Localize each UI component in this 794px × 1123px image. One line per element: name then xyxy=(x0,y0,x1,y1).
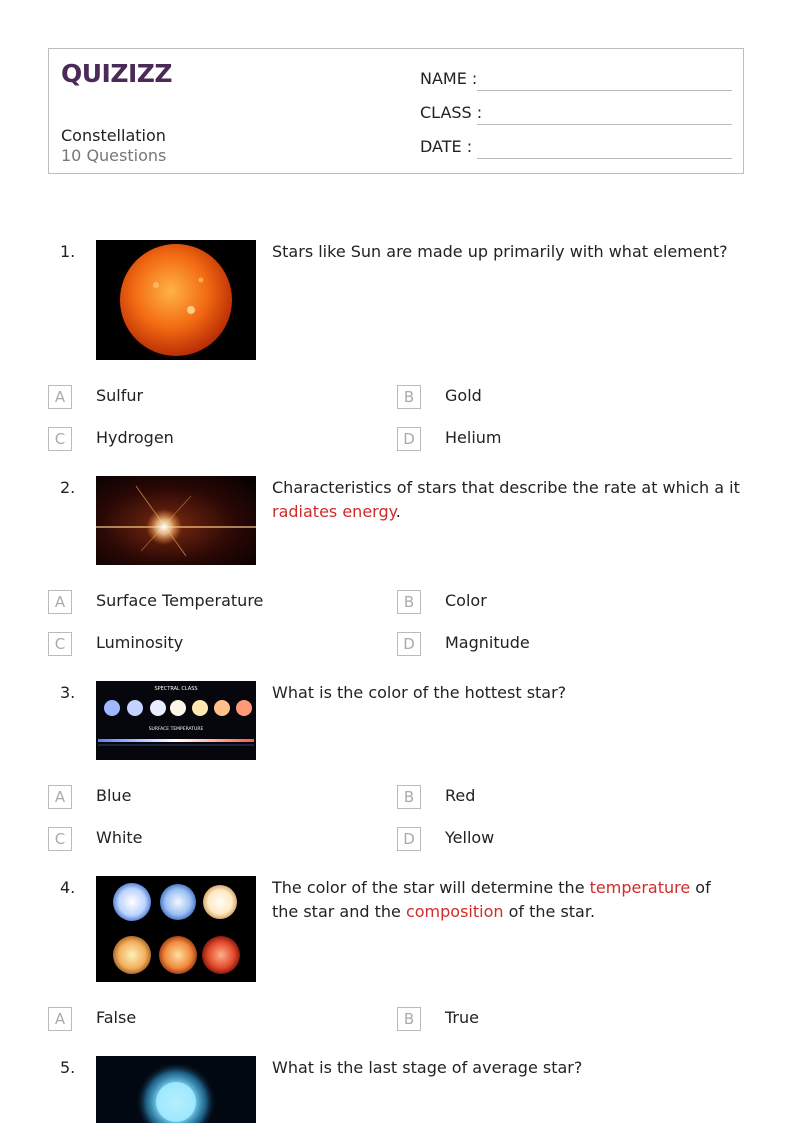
date-label: DATE : xyxy=(420,137,473,156)
option-text: Red xyxy=(445,786,476,805)
surface-temperature-label: SURFACE TEMPERATURE xyxy=(148,727,204,732)
option-letter: C xyxy=(48,427,72,451)
option-text: Helium xyxy=(445,428,502,447)
class-field[interactable] xyxy=(420,103,482,122)
highlighted-term: temperature xyxy=(589,878,691,897)
option-text: Luminosity xyxy=(96,633,184,652)
option-letter: A xyxy=(48,785,72,809)
class-line[interactable] xyxy=(477,124,732,125)
highlighted-term: radiates energy xyxy=(272,502,396,521)
name-label: NAME : xyxy=(420,69,478,88)
option-letter: B xyxy=(397,1007,421,1031)
class-label: CLASS : xyxy=(420,103,483,122)
option-letter: D xyxy=(397,827,421,851)
question-number: 2. xyxy=(60,478,76,497)
option-letter: B xyxy=(397,785,421,809)
question-text: Stars like Sun are made up primarily with what element? xyxy=(272,242,728,261)
question-text: What is the last stage of average star? xyxy=(272,1058,583,1077)
quizizz-logo: QUIZIZZ xyxy=(61,59,173,88)
option-text: Surface Temperature xyxy=(96,591,264,610)
worksheet-title: Constellation xyxy=(61,126,166,145)
question-number: 3. xyxy=(60,683,76,702)
option-letter: A xyxy=(48,385,72,409)
star-colors-image xyxy=(96,876,256,982)
option-text: White xyxy=(96,828,143,847)
option-letter: C xyxy=(48,632,72,656)
question-text: What is the color of the hottest star? xyxy=(272,683,567,702)
question-text-part: Characteristics of stars that describe the rate at which a it xyxy=(272,478,740,497)
date-field[interactable] xyxy=(420,137,472,156)
option-letter: D xyxy=(397,427,421,451)
option-text: False xyxy=(96,1008,137,1027)
date-line[interactable] xyxy=(477,158,732,159)
question-number: 1. xyxy=(60,242,76,261)
option-letter: C xyxy=(48,827,72,851)
sun-image xyxy=(96,240,256,360)
white-dwarf-image xyxy=(96,1056,256,1123)
option-text: True xyxy=(445,1008,479,1027)
question-text-part: of the star and the xyxy=(272,878,711,921)
question-number: 5. xyxy=(60,1058,76,1077)
spectral-class-image xyxy=(96,681,256,760)
option-text: Sulfur xyxy=(96,386,144,405)
option-letter: B xyxy=(397,590,421,614)
name-field[interactable] xyxy=(420,69,477,88)
option-letter: A xyxy=(48,1007,72,1031)
spectral-class-label: SPECTRAL CLASS xyxy=(154,686,198,692)
question-count: 10 Questions xyxy=(61,146,167,165)
option-text: Hydrogen xyxy=(96,428,174,447)
option-letter: B xyxy=(397,385,421,409)
name-line[interactable] xyxy=(477,90,732,91)
option-text: Color xyxy=(445,591,487,610)
star-flare-image xyxy=(96,476,256,565)
question-number: 4. xyxy=(60,878,76,897)
question-text-part: of the star. xyxy=(503,902,596,921)
option-text: Magnitude xyxy=(445,633,530,652)
option-text: Blue xyxy=(96,786,132,805)
worksheet-header xyxy=(48,48,744,174)
highlighted-term: composition xyxy=(405,902,504,921)
question-text-part: . xyxy=(395,502,401,521)
question-text-part: The color of the star will determine the xyxy=(272,878,590,897)
option-letter: A xyxy=(48,590,72,614)
question-text xyxy=(272,476,742,524)
question-text xyxy=(272,876,742,924)
option-letter: D xyxy=(397,632,421,656)
option-text: Gold xyxy=(445,386,482,405)
option-text: Yellow xyxy=(445,828,495,847)
